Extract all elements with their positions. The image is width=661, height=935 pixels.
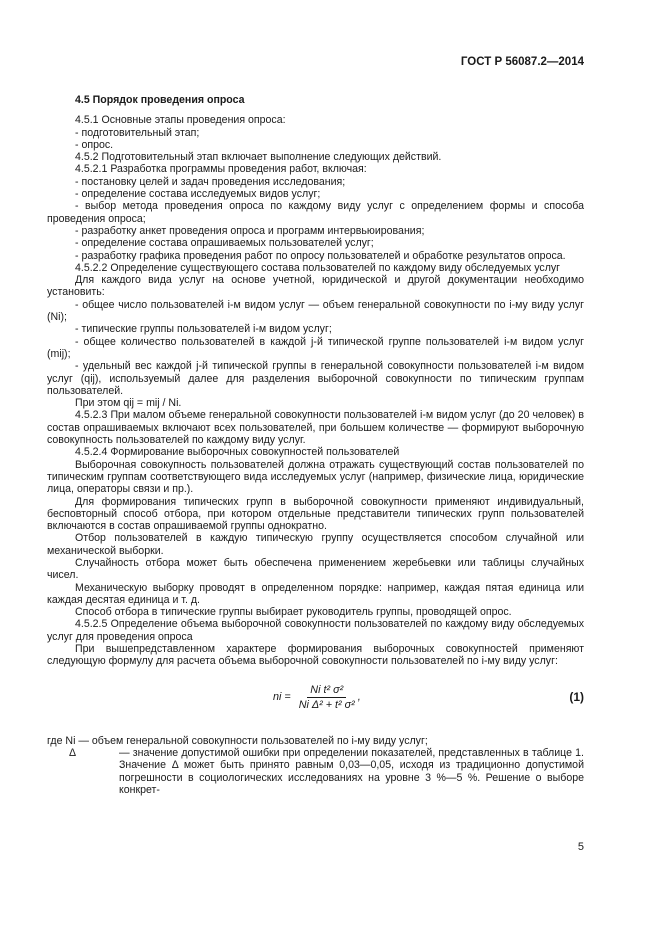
formula-denominator: Ni Δ² + t² σ² (298, 698, 355, 711)
formula-tail: , (357, 691, 361, 704)
sample-size-formula (273, 684, 361, 712)
list-item: - общее количество пользователей в каждой j-й типической группе пользователей i-м видом услуг (mij); (47, 335, 584, 360)
ni-definition: Ni — объем генеральной совокупности пользователей по i-му виду услуг; (65, 734, 428, 747)
formula-numerator: Ni t² σ² (307, 684, 346, 698)
delta-definition: — значение допустимой ошибки при определении показателей, представленных в таблице 1. Значение Δ может быть принято равным 0,03—0,05, исходя из традиционно допустимой погрешности в социологических исследованиях на уровне 3 %—5 %. Решение о выборе конкрет- (119, 746, 584, 796)
page-number: 5 (577, 841, 584, 853)
paragraph: 4.5.2.2 Определение существующего состава пользователей по каждому виду обследуемых услуг (75, 261, 561, 274)
where-label: где (47, 734, 63, 747)
formula-fraction (296, 684, 358, 712)
list-item: - выбор метода проведения опроса по каждому виду услуг с определением формы и способа проведения опроса; (47, 200, 584, 225)
list-item: - определение состава исследуемых видов услуг; (75, 188, 321, 201)
paragraph: Случайность отбора может быть обеспечена применением жеребьевки или таблицы случайных чисел. (47, 556, 584, 582)
where-first-line (47, 735, 584, 747)
paragraph: Для каждого вида услуг на основе учетной, юридической и другой документации необходимо установить: (47, 274, 584, 299)
list-item: - общее число пользователей i-м видом услуг — объем генеральной совокупности по i-му виду услуг (Ni); (47, 298, 584, 324)
formula-block (47, 680, 584, 726)
delta-definition-row (47, 747, 584, 796)
list-item: - подготовительный этап; (75, 126, 200, 139)
paragraph: Механическую выборку проводят в определенном порядке: например, каждая пятая единица или каждая десятая единица и т. д. (47, 581, 584, 606)
list-item: - постановку целей и задач проведения исследования; (75, 175, 346, 188)
paragraph: При этом qij = mij / Ni. (75, 397, 182, 410)
list-item: - разработку графика проведения работ по опросу пользователей и обработке результатов опроса. (75, 249, 566, 262)
paragraph: Отбор пользователей в каждую типическую группу осуществляется способом случайной или механической выборки. (47, 532, 584, 557)
section-heading: 4.5 Порядок проведения опроса (75, 94, 245, 106)
formula-number: (1) (569, 689, 584, 704)
list-item: - типические группы пользователей i-м видом услуг; (75, 323, 332, 336)
paragraph: 4.5.2.5 Определение объема выборочной совокупности пользователей по каждому виду обследуемых услуг для проведения опроса (47, 618, 584, 643)
list-item: - разработку анкет проведения опроса и программ интервьюирования; (75, 224, 425, 237)
list-item: - опрос. (75, 138, 114, 151)
paragraph: Способ отбора в типические группы выбирает руководитель группы, проводящей опрос. (75, 606, 512, 619)
paragraph: Выборочная совокупность пользователей должна отражать существующий состав пользователей по типическим группам соответствующего вида исследуемых услуг (например, физические лица, юридические лица, операторы связи и пр.). (47, 458, 584, 496)
paragraph: 4.5.2.3 При малом объеме генеральной совокупности пользователей i-м видом услуг (до 20 человек) в состав опрашиваемых включают всех пользователей, при большем количестве — формируют выборочную совокупность пользователей по каждому виду услуг. (47, 409, 584, 447)
formula-lhs: ni = (273, 691, 291, 704)
paragraph: 4.5.2 Подготовительный этап включает выполнение следующих действий. (75, 151, 442, 164)
where-clause (47, 735, 584, 796)
list-item: - удельный вес каждой j-й типической группы в генеральной совокупности пользователей i-м видом услуг (qij), используемый далее для разделения выборочной совокупности по типическим группам пользователей. (47, 360, 584, 397)
paragraph: 4.5.1 Основные этапы проведения опроса: (75, 114, 286, 127)
paragraph: 4.5.2.1 Разработка программы проведения работ, включая: (75, 163, 367, 176)
page-content (47, 94, 584, 796)
list-item: - определение состава опрашиваемых пользователей услуг; (75, 237, 374, 250)
delta-symbol: Δ (69, 746, 77, 759)
paragraph: При вышепредставленном характере формирования выборочных совокупностей применяют следующую формулу для расчета объема выборочной совокупности пользователей по i-му виду услуг: (47, 643, 584, 668)
paragraph: 4.5.2.4 Формирование выборочных совокупностей пользователей (75, 446, 400, 459)
document-code: ГОСТ Р 56087.2—2014 (460, 56, 584, 68)
paragraph: Для формирования типических групп в выборочной совокупности применяют индивидуальный, бесповторный способ отбора, при котором отдельные представители типических групп пользователей включаются в состав опрашиваемой группы однократно. (47, 495, 584, 533)
